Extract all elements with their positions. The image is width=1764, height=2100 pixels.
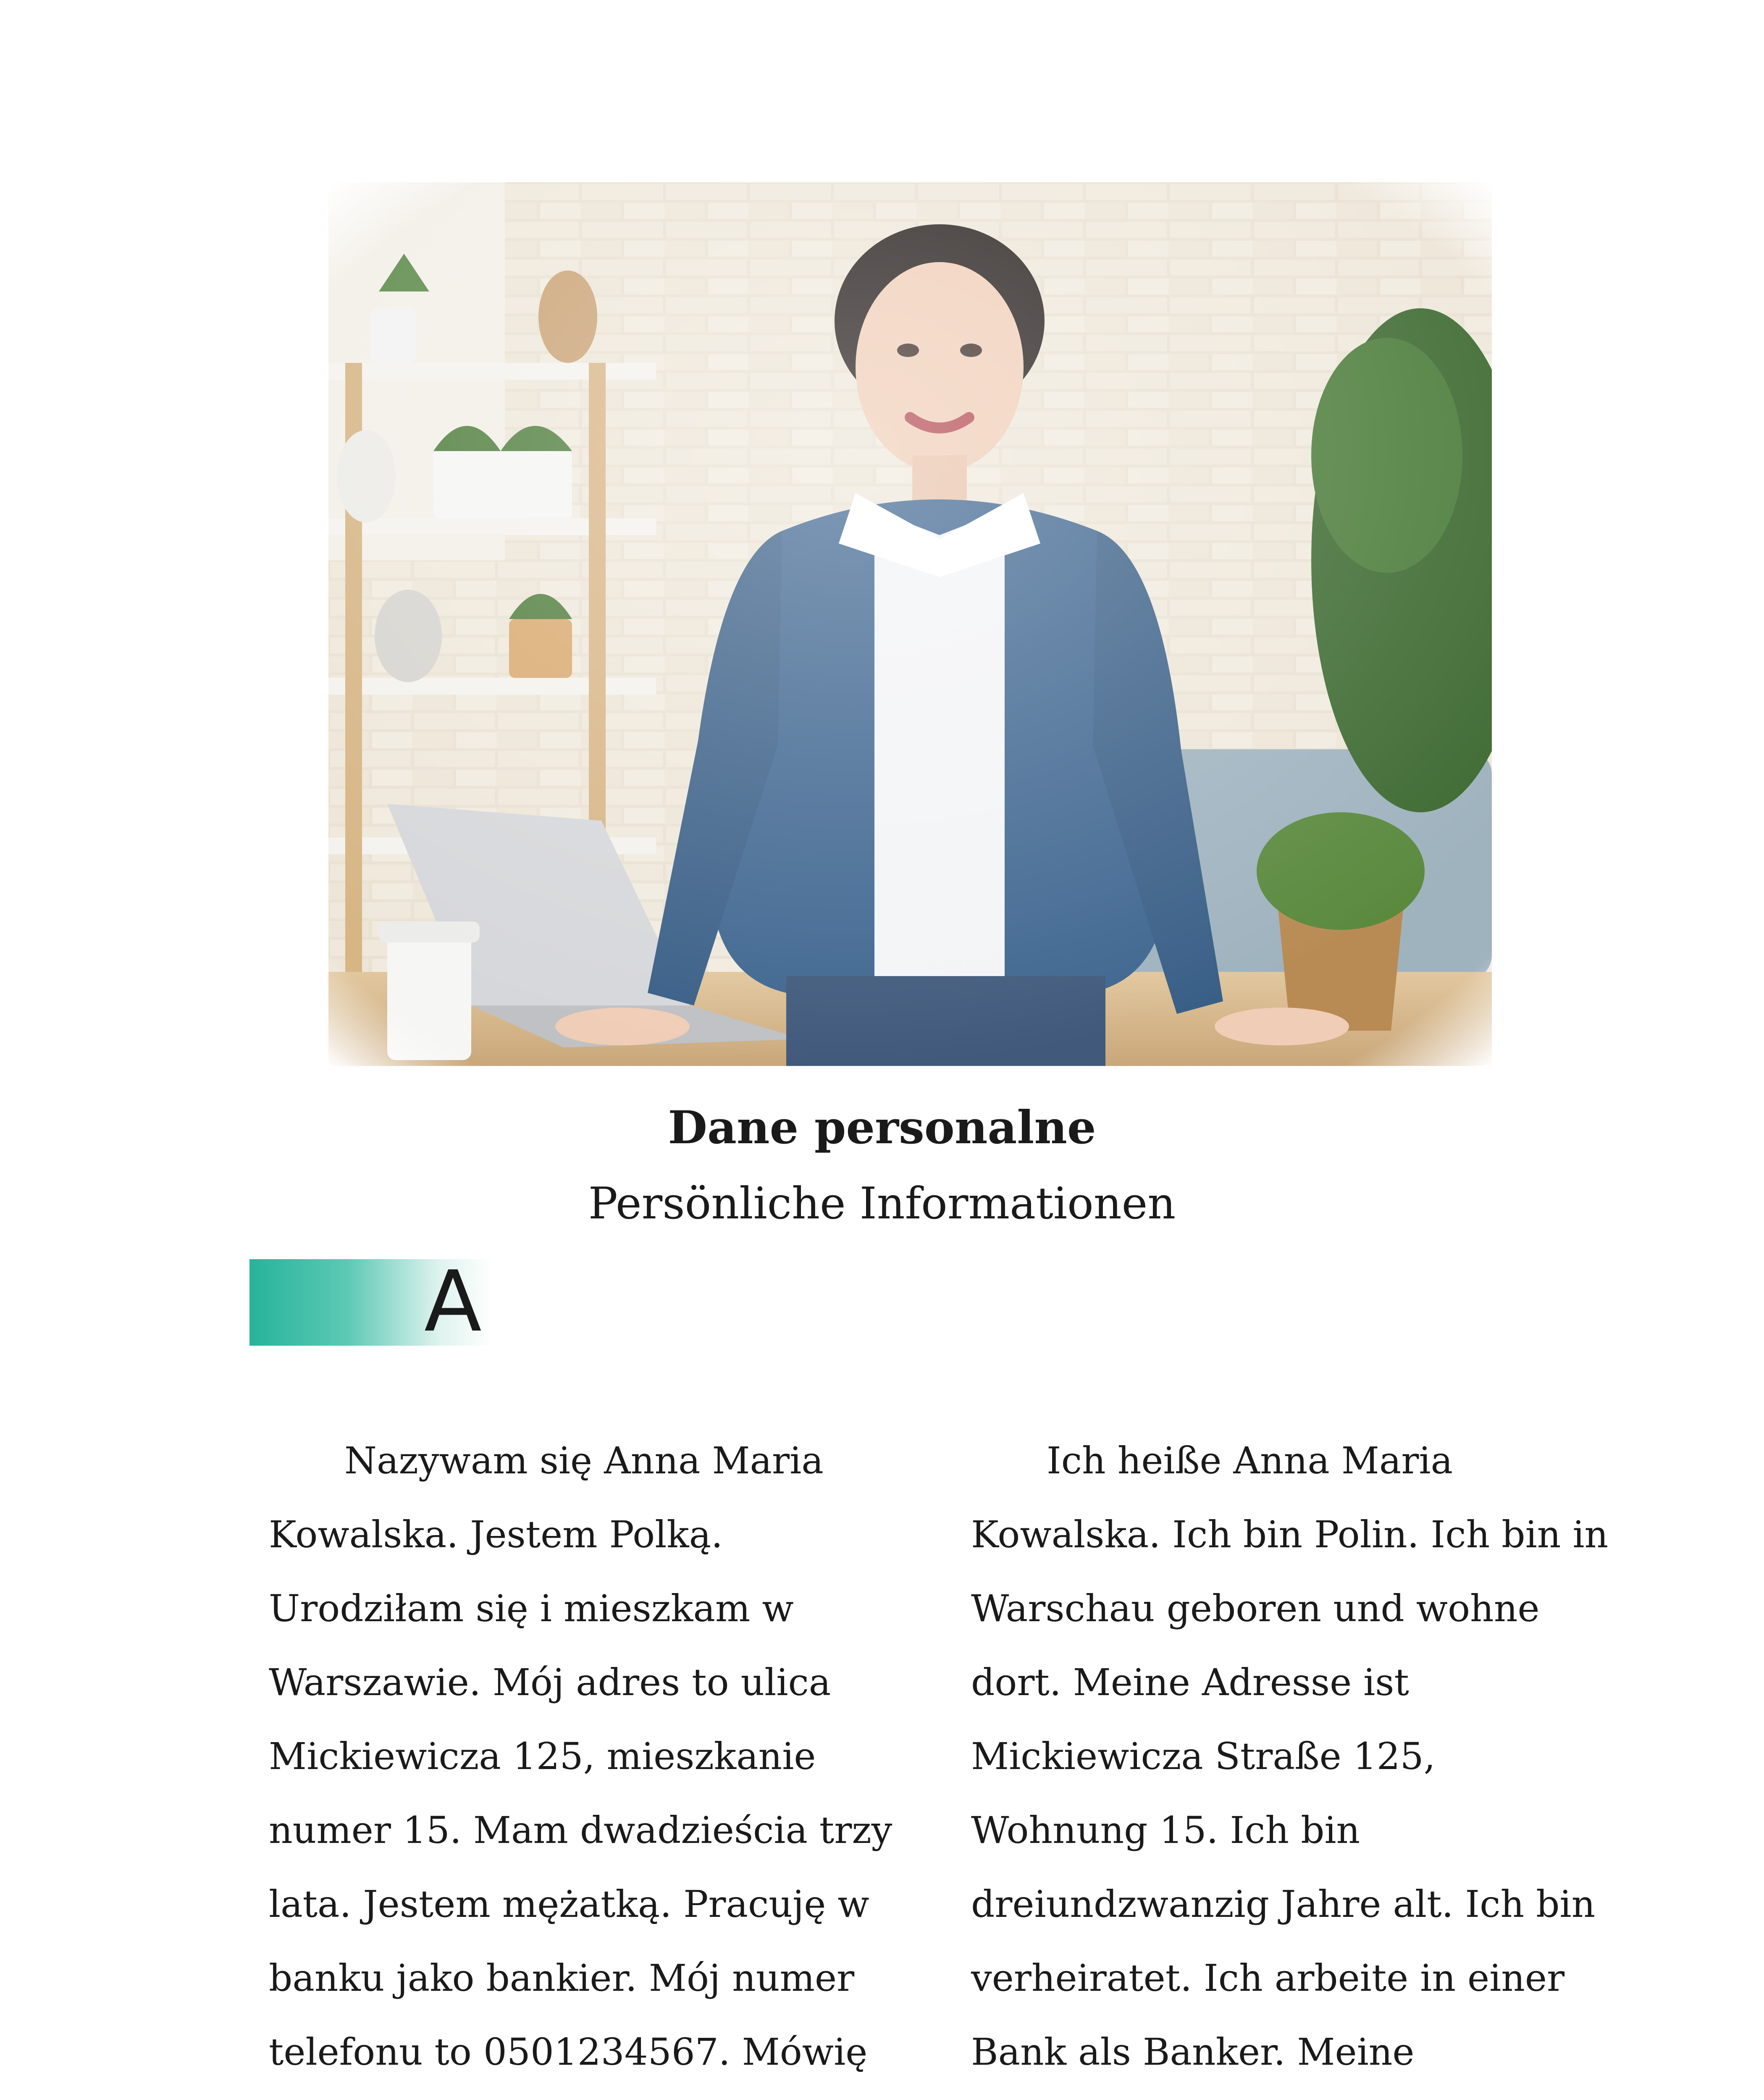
- page-title: Dane personalne: [668, 1101, 1096, 1154]
- section-letter: A: [424, 1253, 482, 1351]
- woman-in-office-photo: [328, 182, 1492, 1066]
- page-subtitle: Persönliche Informationen: [588, 1178, 1176, 1229]
- german-text-column: [971, 1424, 1614, 2100]
- polish-paragraph-1: Nazywam się Anna Maria Kowalska. Jestem Polką. Urodziłam się i mieszkam w Warszawie. Mój adres to ulica Mickiewicza 125, mieszkanie numer 15. Mam dwadzieścia trzy lata. Jestem mężatką. Pracuję w banku jako bankier. Mój numer telefonu to 0501234567. Mówię: [269, 1439, 892, 2074]
- german-paragraph-1: Ich heiße Anna Maria Kowalska. Ich bin Polin. Ich bin in Warschau geboren und wohne dort. Meine Adresse ist Mickiewicza Straße 125, Wohnung 15. Ich bin dreiundzwanzig Jahre alt. Ich bin verheiratet. Ich arbeite in einer Bank als Banker. Meine: [971, 1439, 1609, 2074]
- polish-text-column: [269, 1424, 911, 2100]
